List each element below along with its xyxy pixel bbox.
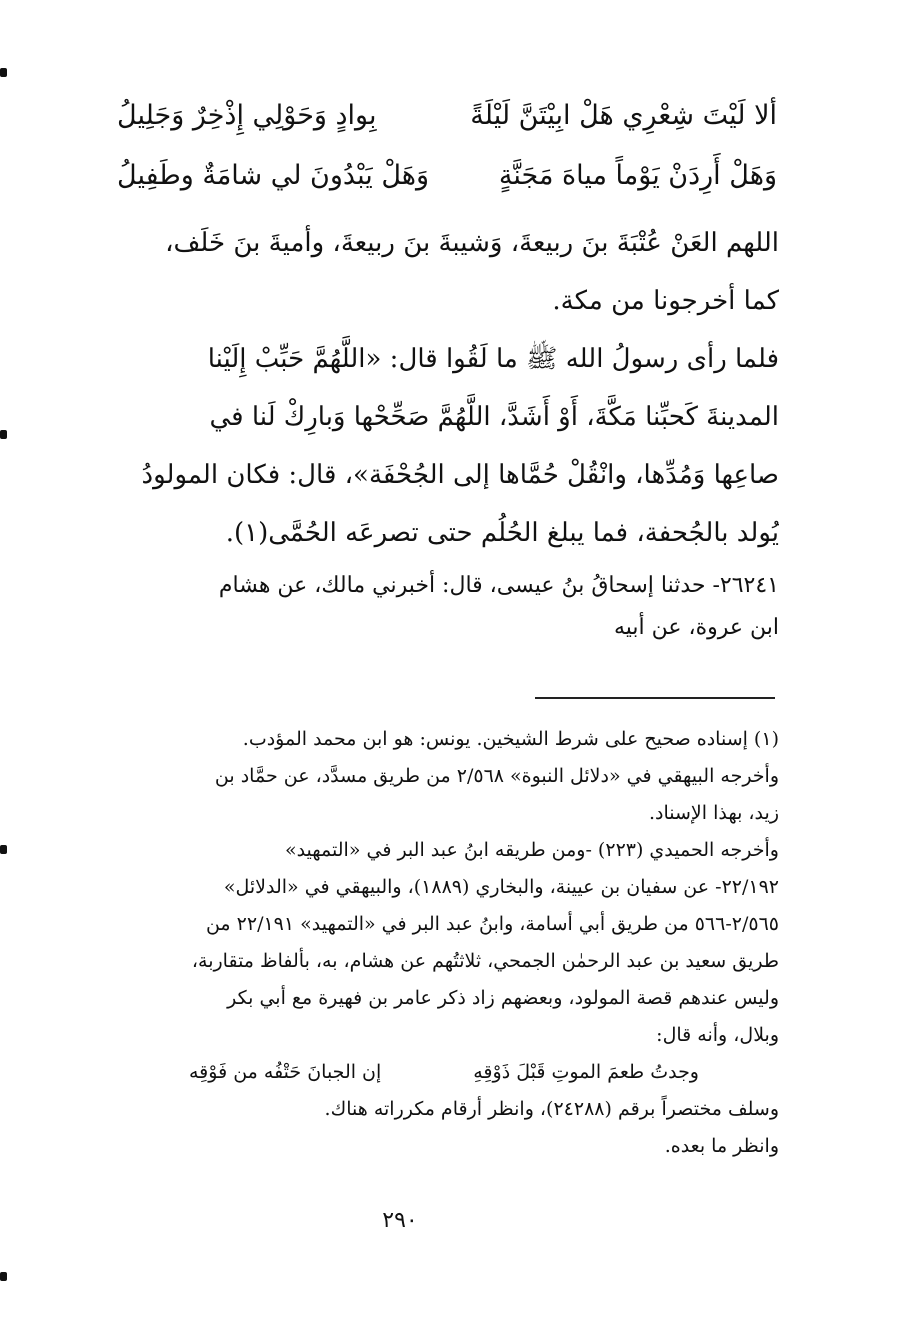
page-number: ٢٩٠	[382, 1208, 418, 1233]
verse-second-hemistich: وَهَلْ يَبْدُونَ لي شامَةٌ وطَفِيلُ	[117, 160, 430, 191]
footnote-separator	[535, 697, 775, 699]
text-line: ٢٦٢٤١- حدثنا إسحاقُ بنُ عيسى، قال: أخبرني مالك، عن هشام	[218, 573, 779, 598]
footnote-line: زيد، بهذا الإسناد.	[648, 802, 779, 824]
text-line: المدينةَ كَحبِّنا مَكَّةَ، أَوْ أَشَدَّ، اللَّهُمَّ صَحِّحْها وَبارِكْ لَنا في	[209, 402, 779, 432]
scan-mark	[0, 845, 7, 854]
verse-second-hemistich: بِوادٍ وَحَوْلِي إِذْخِرٌ وَجَلِيلُ	[117, 100, 377, 131]
poem-verse	[117, 100, 777, 132]
poem-verse	[117, 160, 777, 192]
scan-mark	[0, 68, 7, 77]
footnote-line: طريق سعيد بن عبد الرحمٰن الجمحي، ثلاثتُهم عن هشام، به، بألفاظ متقاربة،	[191, 950, 779, 972]
text-line: ابن عروة، عن أبيه	[613, 615, 779, 640]
footnote-line: وانظر ما بعده.	[664, 1135, 779, 1157]
footnote-line: وليس عندهم قصة المولود، وبعضهم زاد ذكر عامر بن فهيرة مع أبي بكر	[227, 987, 779, 1009]
main-text	[74, 214, 779, 330]
text-line: اللهم العَنْ عُتْبَةَ بنَ ربيعةَ، وَشيبةَ بنَ ربيعةَ، وأميةَ بنَ خَلَف،	[165, 228, 779, 258]
verse-first-hemistich: ألا لَيْتَ شِعْرِي هَلْ ابِيْتَنَّ لَيْلَةً	[470, 100, 777, 131]
text-line: صاعِها وَمُدِّها، وانْقُلْ حُمَّاها إلى الجُحْفَة»، قال: فكان المولودُ	[141, 460, 779, 490]
verse-second-hemistich: إن الجبانَ حَتْفُه من فَوْقِه	[189, 1061, 382, 1083]
verse-first-hemistich: وجدتُ طعمَ الموتِ قَبْلَ ذَوْقِهِ	[473, 1061, 699, 1083]
main-paragraph	[74, 330, 779, 562]
footnote-line: ٢٢/١٩٢- عن سفيان بن عيينة، والبخاري (١٨٨٩)، والبيهقي في «الدلائل»	[223, 876, 779, 898]
footnote-line: ٢/٥٦٥-٥٦٦ من طريق أبي أسامة، وابنُ عبد البر في «التمهيد» ٢٢/١٩١ من	[205, 913, 779, 935]
footnote-line: (١) إسناده صحيح على شرط الشيخين. يونس: هو ابن محمد المؤدب.	[242, 728, 779, 750]
scan-mark	[0, 1272, 7, 1281]
footnotes	[74, 721, 779, 1165]
text-line: كما أخرجونا من مكة.	[552, 286, 779, 316]
text-line: يُولد بالجُحفة، فما يبلغ الحُلُم حتى تصرعَه الحُمَّى(١).	[225, 518, 779, 548]
verse-first-hemistich: وَهَلْ أَرِدَنْ يَوْماً مياهَ مَجَنَّةٍ	[498, 160, 777, 191]
text-line: فلما رأى رسولُ الله ﷺ ما لَقُوا قال: «اللَّهُمَّ حَبِّبْ إِلَيْنا	[207, 344, 779, 374]
footnote-line: وبلال، وأنه قال:	[656, 1024, 779, 1046]
footnote-line: وسلف مختصراً برقم (٢٤٢٨٨)، وانظر أرقام مكرراته هناك.	[324, 1098, 779, 1120]
footnote-line: وأخرجه الحميدي (٢٢٣) -ومن طريقه ابنُ عبد البر في «التمهيد»	[284, 839, 779, 861]
footnote-line: وأخرجه البيهقي في «دلائل النبوة» ٢/٥٦٨ من طريق مسدَّد، عن حمَّاد بن	[214, 765, 779, 787]
scan-mark	[0, 430, 7, 439]
footnote-verse	[74, 1054, 779, 1091]
hadith-isnad	[74, 565, 779, 649]
